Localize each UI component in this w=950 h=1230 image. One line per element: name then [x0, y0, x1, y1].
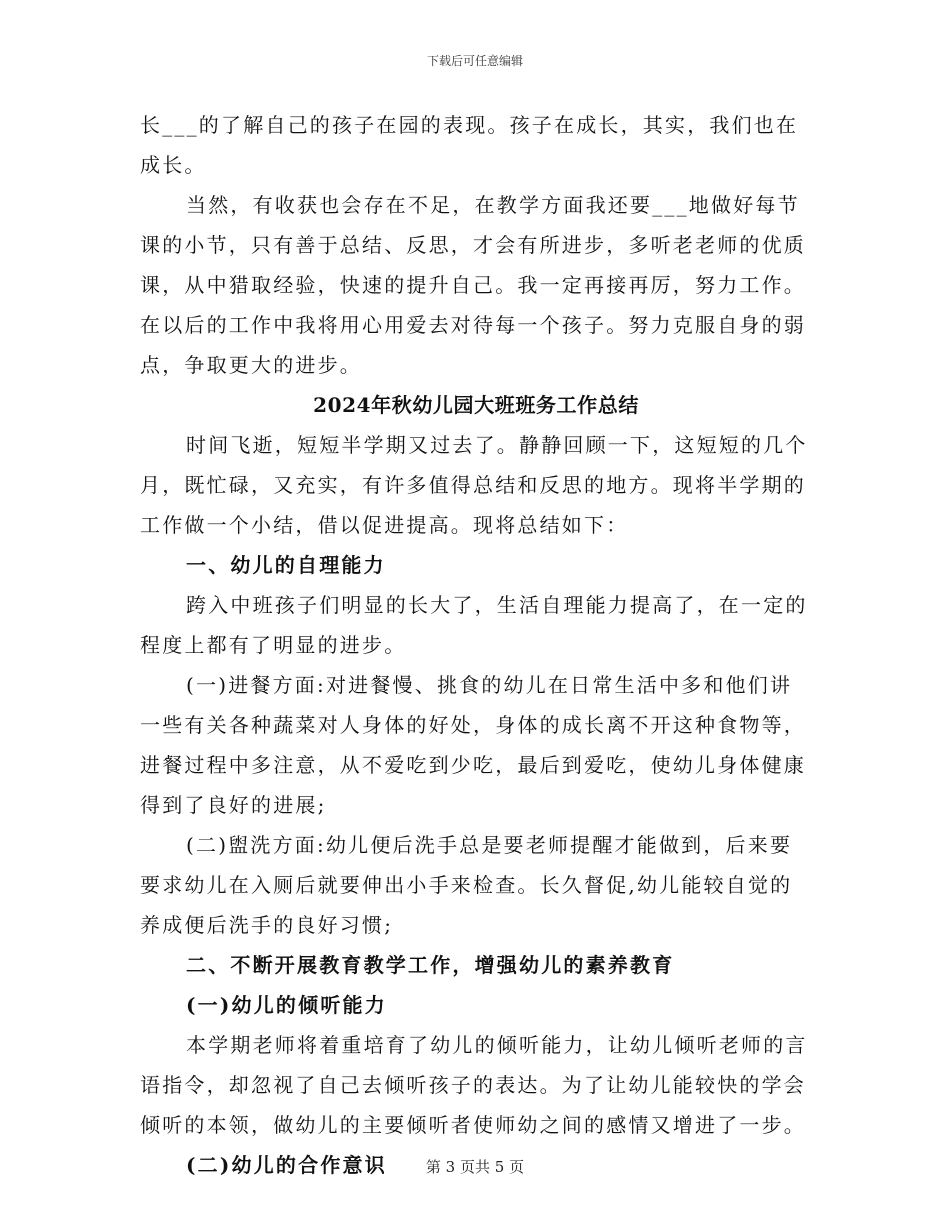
paragraph-intro: 时间飞逝，短短半学期又过去了。静静回顾一下，这短短的几个月，既忙碌，又充实，有许多值得总结和反思的地方。现将半学期的工作做一个小结，借以促进提高。现将总结如下： — [140, 433, 808, 537]
paragraph-self-care: 跨入中班孩子们明显的长大了，生活自理能力提高了，在一定的程度上都有了明显的进步。 — [140, 593, 808, 657]
section-title: 2024年秋幼儿园大班班务工作总结 — [313, 393, 639, 417]
paragraph-washing: (二)盥洗方面:幼儿便后洗手总是要老师提醒才能做到，后来要要求幼儿在入厕后就要伸出小手来检查。长久督促,幼儿能较自觉的养成便后洗手的良好习惯; — [140, 833, 793, 937]
document-body — [140, 105, 812, 1185]
subheading-cooperation: (二)幼儿的合作意识 — [186, 1153, 387, 1177]
paragraph-eating: (一)进餐方面:对进餐慢、挑食的幼儿在日常生活中多和他们讲一些有关各种蔬菜对人身体的好处，身体的成长离不开这种食物等，进餐过程中多注意，从不爱吃到少吃，最后到爱吃，使幼儿身体健康得到了良好的进展; — [140, 673, 806, 817]
page-footer: 第 3 页共 5 页 — [425, 1158, 525, 1176]
paragraph-listening: 本学期老师将着重培育了幼儿的倾听能力，让幼儿倾听老师的言语指令，却忽视了自己去倾听孩子的表达。为了让幼儿能较快的学会倾听的本领，做幼儿的主要倾听者使师幼之间的感情又增进了一步。 — [140, 1033, 808, 1137]
page-header: 下载后可任意编辑 — [426, 54, 523, 68]
heading-teaching: 二、不断开展教育教学工作，增强幼儿的素养教育 — [186, 953, 675, 977]
paragraph-continuation: 长___的了解自己的孩子在园的表现。孩子在成长，其实，我们也在成长。 — [140, 113, 799, 177]
subheading-listening: (一)幼儿的倾听能力 — [186, 993, 387, 1017]
heading-self-care: 一、幼儿的自理能力 — [186, 553, 386, 577]
paragraph-reflection: 当然，有收获也会存在不足，在教学方面我还要___地做好每节课的小节，只有善于总结、反思，才会有所进步，多听老老师的优质课，从中猎取经验，快速的提升自己。我一定再接再厉，努力工作。在以后的工作中我将用心用爱去对待每一个孩子。努力克服自身的弱点，争取更大的进步。 — [140, 193, 806, 377]
